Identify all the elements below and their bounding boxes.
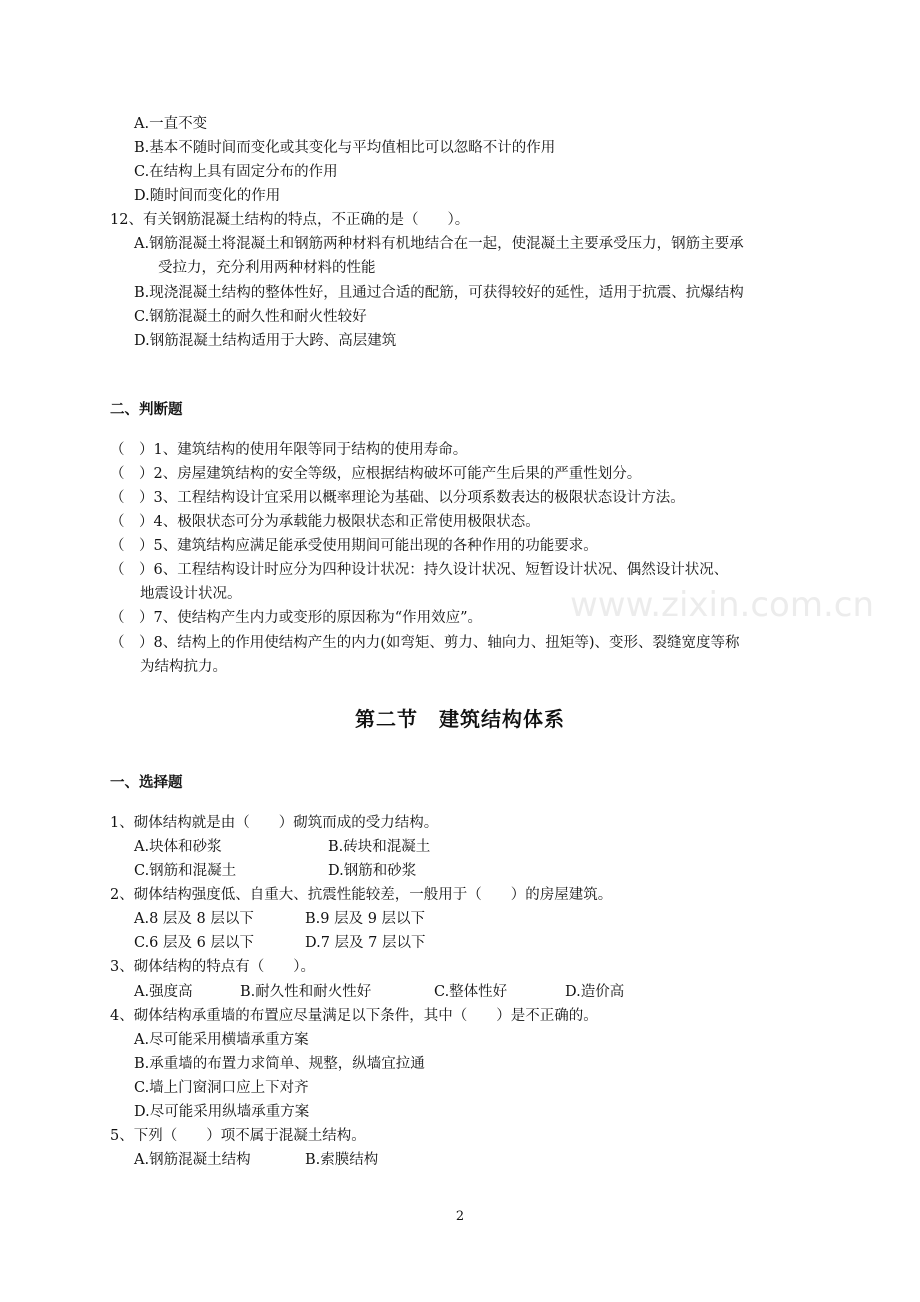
option-text: D.造价高	[565, 984, 625, 1000]
option-text: A.块体和砂浆	[134, 839, 222, 855]
judge-item: （ ）3、工程结构设计宜采用以概率理论为基础、以分项系数表达的极限状态设计方法。	[110, 490, 685, 506]
option-text: B.现浇混凝土结构的整体性好，且通过合适的配筋，可获得较好的延性，适用于抗震、抗爆结构	[134, 285, 744, 301]
watermark: www.zixin.com.cn	[570, 585, 874, 625]
question-stem: 4、砌体结构承重墙的布置应尽量满足以下条件，其中（ ）是不正确的。	[110, 1008, 598, 1024]
judge-item: 地震设计状况。	[140, 586, 242, 602]
option-text: A.钢筋混凝土结构	[134, 1152, 251, 1168]
option-text: D.尽可能采用纵墙承重方案	[134, 1104, 310, 1120]
option-text: A.尽可能采用横墙承重方案	[134, 1032, 309, 1048]
judge-item: （ ）4、极限状态可分为承载能力极限状态和正常使用极限状态。	[110, 514, 540, 530]
option-text: C.钢筋混凝土的耐久性和耐火性较好	[134, 309, 367, 325]
option-text: C.墙上门窗洞口应上下对齐	[134, 1080, 309, 1096]
option-text: B.9 层及 9 层以下	[305, 911, 426, 927]
option-text: D.7 层及 7 层以下	[305, 935, 426, 951]
option-text: B.砖块和混凝土	[328, 839, 431, 855]
judge-item: （ ）8、结构上的作用使结构产生的内力(如弯矩、剪力、轴向力、扭矩等)、变形、裂缝宽度等称	[110, 635, 740, 651]
option-text: D.随时间而变化的作用	[134, 188, 281, 204]
option-text: C.钢筋和混凝土	[134, 863, 237, 879]
option-text: B.承重墙的布置力求简单、规整，纵墙宜拉通	[134, 1056, 425, 1072]
option-text: A.8 层及 8 层以下	[134, 911, 254, 927]
option-text: C.在结构上具有固定分布的作用	[134, 164, 338, 180]
option-text: C.6 层及 6 层以下	[134, 935, 254, 951]
judge-item: （ ）2、房屋建筑结构的安全等级，应根据结构破坏可能产生后果的严重性划分。	[110, 466, 642, 482]
question-stem: 1、砌体结构就是由（ ）砌筑而成的受力结构。	[110, 815, 439, 831]
judge-item: （ ）5、建筑结构应满足能承受使用期间可能出现的各种作用的功能要求。	[110, 538, 598, 554]
question-stem: 12、有关钢筋混凝土结构的特点，不正确的是（ ）。	[110, 212, 470, 228]
option-text: B.索膜结构	[305, 1152, 379, 1168]
option-text: C.整体性好	[434, 984, 508, 1000]
option-text: D.钢筋混凝土结构适用于大跨、高层建筑	[134, 333, 397, 349]
section-heading: 二、判断题	[110, 402, 183, 418]
option-text: A.钢筋混凝土将混凝土和钢筋两种材料有机地结合在一起，使混凝土主要承受压力，钢筋主要承	[134, 236, 744, 252]
judge-item: （ ）7、使结构产生内力或变形的原因称为“作用效应”。	[110, 610, 483, 626]
judge-item: （ ）1、建筑结构的使用年限等同于结构的使用寿命。	[110, 442, 468, 458]
option-text: B.基本不随时间而变化或其变化与平均值相比可以忽略不计的作用	[134, 140, 556, 156]
option-text: 受拉力，充分利用两种材料的性能	[158, 260, 376, 276]
judge-item: 为结构抗力。	[140, 659, 227, 675]
section-heading: 一、选择题	[110, 775, 183, 791]
question-stem: 5、下列（ ）项不属于混凝土结构。	[110, 1128, 366, 1144]
question-stem: 2、砌体结构强度低、自重大、抗震性能较差，一般用于（ ）的房屋建筑。	[110, 887, 613, 903]
judge-item: （ ）6、工程结构设计时应分为四种设计状况：持久设计状况、短暂设计状况、偶然设计状况、	[110, 562, 729, 578]
option-text: D.钢筋和砂浆	[328, 863, 417, 879]
option-text: A.一直不变	[134, 116, 208, 132]
question-stem: 3、砌体结构的特点有（ ）。	[110, 959, 315, 975]
section-title: 第二节 建筑结构体系	[355, 707, 565, 731]
option-text: B.耐久性和耐火性好	[240, 984, 372, 1000]
option-text: A.强度高	[134, 984, 193, 1000]
page-number: 2	[455, 1209, 465, 1224]
